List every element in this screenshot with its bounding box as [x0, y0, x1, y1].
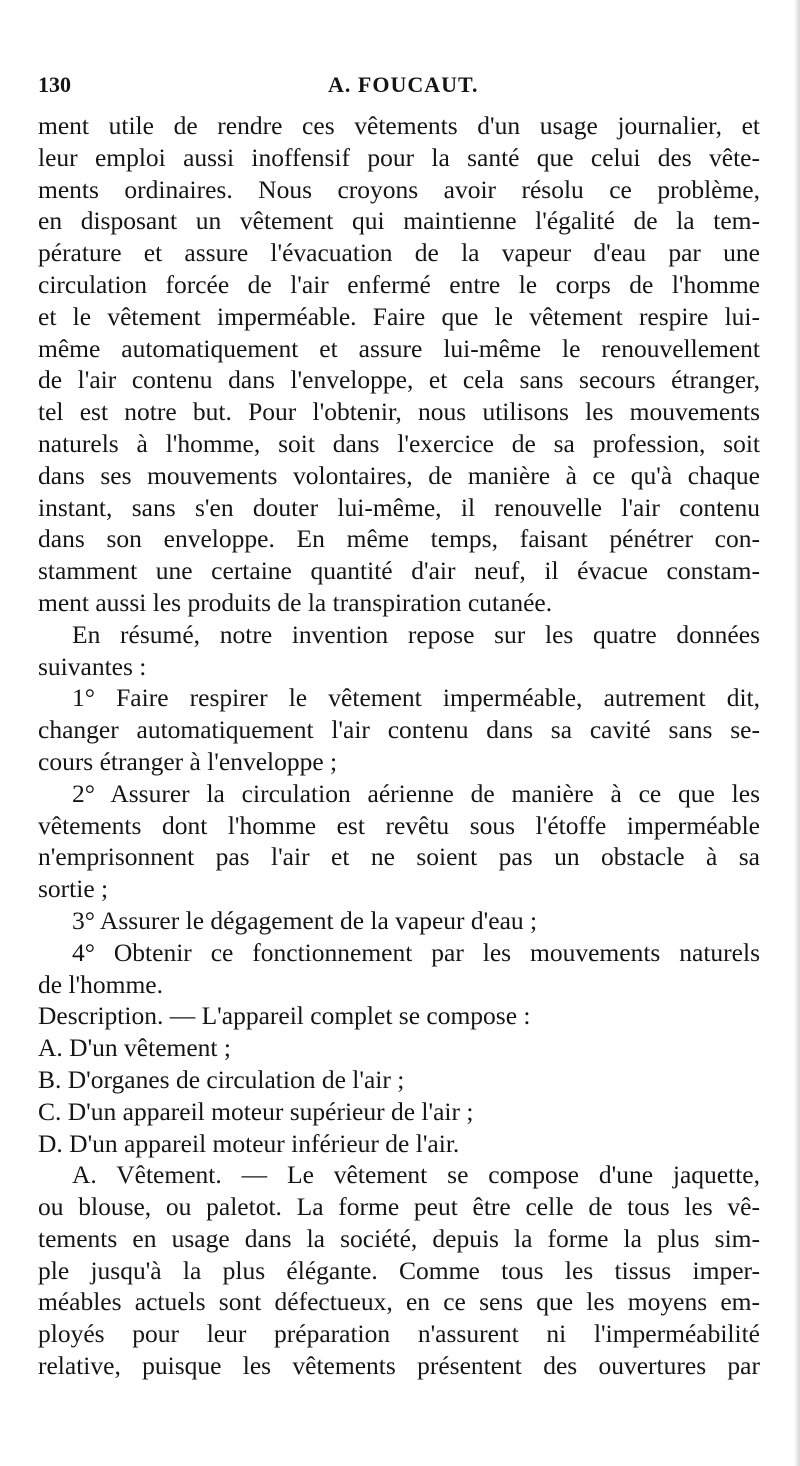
text-line: en disposant un vêtement qui maintienne l'égalité de la tem- [38, 206, 760, 236]
text-line: sortie ; [38, 874, 109, 904]
text-line: pérature et assure l'évacuation de la vapeur d'eau par une [38, 238, 760, 268]
text-line: n'emprisonnent pas l'air et ne soient pas un obstacle à sa [38, 842, 760, 872]
text-line: A. D'un vêtement ; [38, 1033, 231, 1063]
text-line: changer automatiquement l'air contenu dans sa cavité sans se- [38, 715, 760, 745]
text-line: cours étranger à l'enveloppe ; [38, 746, 338, 776]
text-line: ployés pour leur préparation n'assurent ni l'imperméabilité [38, 1319, 760, 1349]
text-line: ou blouse, ou paletot. La forme peut être celle de tous les vê- [38, 1192, 760, 1222]
page-header [38, 72, 762, 102]
text-line: C. D'un appareil moteur supérieur de l'air ; [38, 1096, 474, 1126]
running-head: A. FOUCAUT. [328, 72, 479, 97]
text-line: tements en usage dans la société, depuis la forme la plus sim- [38, 1223, 760, 1253]
text-line: Description. — L'appareil complet se compose : [38, 1001, 531, 1031]
text-line: relative, puisque les vêtements présentent des ouvertures par [38, 1351, 760, 1381]
text-line: 1° Faire respirer le vêtement imperméable, autrement dit, [72, 683, 760, 713]
text-line: méables actuels sont défectueux, en ce sens que les moyens em- [38, 1287, 760, 1317]
text-line: ments ordinaires. Nous croyons avoir résolu ce problème, [38, 174, 760, 204]
text-line: leur emploi aussi inoffensif pour la santé que celui des vête- [38, 142, 760, 172]
text-line: A. Vêtement. — Le vêtement se compose d'une jaquette, [72, 1160, 760, 1190]
text-line: naturels à l'homme, soit dans l'exercice de sa profession, soit [38, 428, 760, 458]
text-line: circulation forcée de l'air enfermé entre le corps de l'homme [38, 269, 760, 299]
text-line: 2° Assurer la circulation aérienne de manière à ce que les [72, 778, 760, 808]
text-line: D. D'un appareil moteur inférieur de l'air. [38, 1128, 460, 1158]
text-line: vêtements dont l'homme est revêtu sous l'étoffe imperméable [38, 810, 760, 840]
text-line: En résumé, notre invention repose sur les quatre données [72, 619, 760, 649]
text-line: dans ses mouvements volontaires, de manière à ce qu'à chaque [38, 460, 760, 490]
text-line: B. D'organes de circulation de l'air ; [38, 1064, 405, 1094]
text-line: de l'air contenu dans l'enveloppe, et cela sans secours étranger, [38, 365, 760, 395]
page-number: 130 [38, 72, 71, 97]
text-line: ment utile de rendre ces vêtements d'un usage journalier, et [38, 111, 760, 140]
text-line: et le vêtement imperméable. Faire que le vêtement respire lui- [38, 301, 760, 331]
body-text [38, 110, 760, 1382]
text-line: suivantes : [38, 651, 147, 681]
page-edge-shadow [794, 0, 800, 1466]
text-line: tel est notre but. Pour l'obtenir, nous utilisons les mouvements [38, 397, 760, 427]
text-line: instant, sans s'en douter lui-même, il renouvelle l'air contenu [38, 492, 760, 522]
text-line: 3° Assurer le dégagement de la vapeur d'eau ; [72, 905, 538, 935]
text-line: même automatiquement et assure lui-même le renouvellement [38, 333, 760, 363]
text-line: 4° Obtenir ce fonctionnement par les mouvements naturels [72, 937, 760, 967]
text-line: stamment une certaine quantité d'air neuf, il évacue constam- [38, 556, 760, 586]
text-line: ple jusqu'à la plus élégante. Comme tous les tissus imper- [38, 1255, 760, 1285]
text-line: de l'homme. [38, 969, 163, 999]
text-line: ment aussi les produits de la transpiration cutanée. [38, 587, 553, 617]
text-line: dans son enveloppe. En même temps, faisant pénétrer con- [38, 524, 760, 554]
